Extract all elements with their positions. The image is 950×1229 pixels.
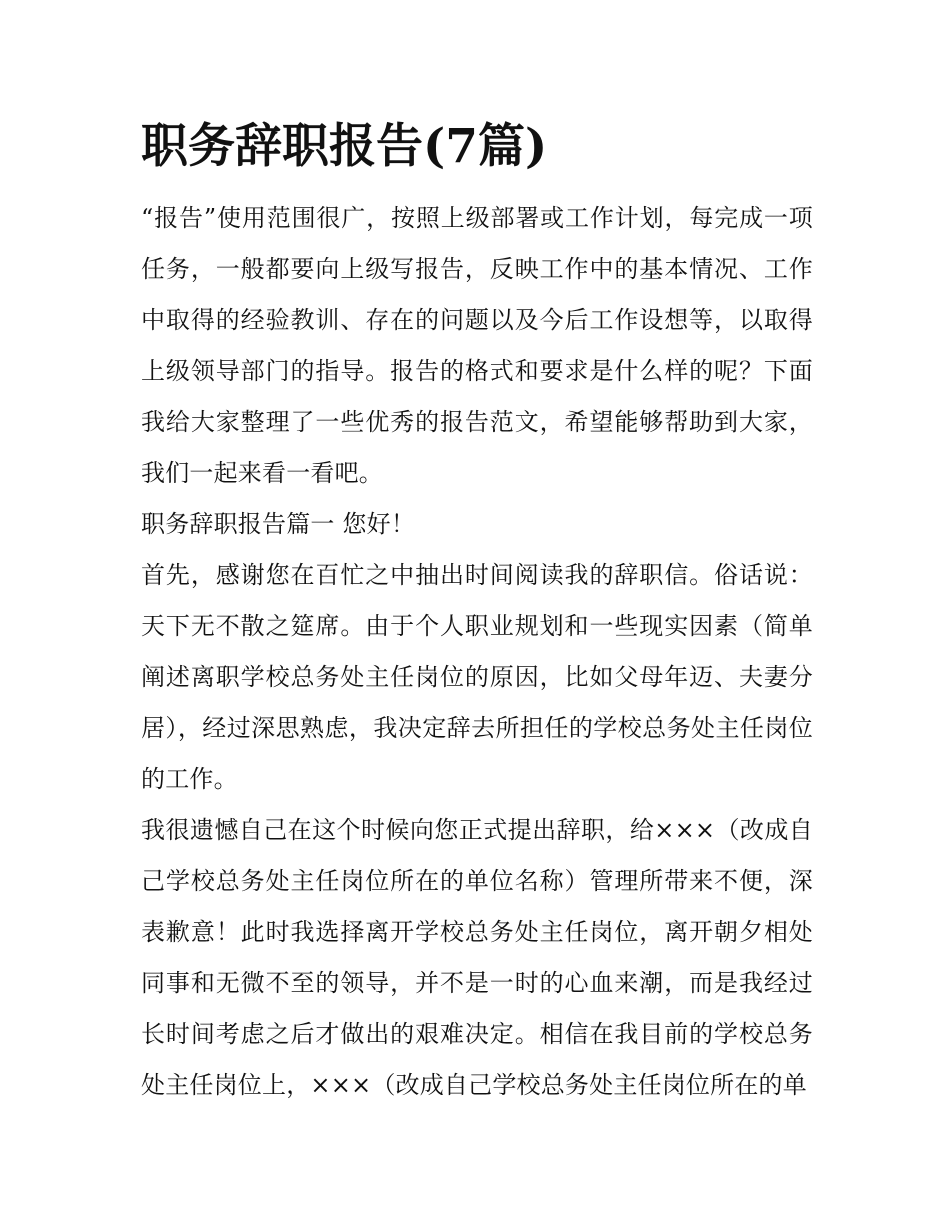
document-title: 职务辞职报告(7篇) xyxy=(141,119,548,174)
body-paragraph-1: 首先，感谢您在百忙之中抽出时间阅读我的辞职信。俗话说：天下无不散之筵席。由于个人职业规划和一些现实因素（简单阐述离职学校总务处主任岗位的原因，比如父母年迈、夫妻分居），经过深思熟虑，我决定辞去所担任的学校总务处主任岗位的工作。 xyxy=(141,561,813,793)
section-heading-paragraph: 职务辞职报告篇一 您好！ xyxy=(141,510,416,538)
intro-paragraph: “报告”使用范围很广，按照上级部署或工作计划，每完成一项任务，一般都要向上级写报告，反映工作中的基本情况、工作中取得的经验教训、存在的问题以及今后工作设想等，以取得上级领导部门的指导。报告的格式和要求是什么样的呢？下面我给大家整理了一些优秀的报告范文，希望能够帮助到大家，我们一起来看一看吧。 xyxy=(141,204,813,487)
body-paragraph-2: 我很遗憾自己在这个时候向您正式提出辞职，给×××（改成自己学校总务处主任岗位所在的单位名称）管理所带来不便，深表歉意！此时我选择离开学校总务处主任岗位，离开朝夕相处同事和无微不至的领导，并不是一时的心血来潮，而是我经过长时间考虑之后才做出的艰难决定。相信在我目前的学校总务处主任岗位上，×××（改成自己学校总务处主任岗位所在的单 xyxy=(141,816,813,1099)
document-page xyxy=(141,115,813,1111)
